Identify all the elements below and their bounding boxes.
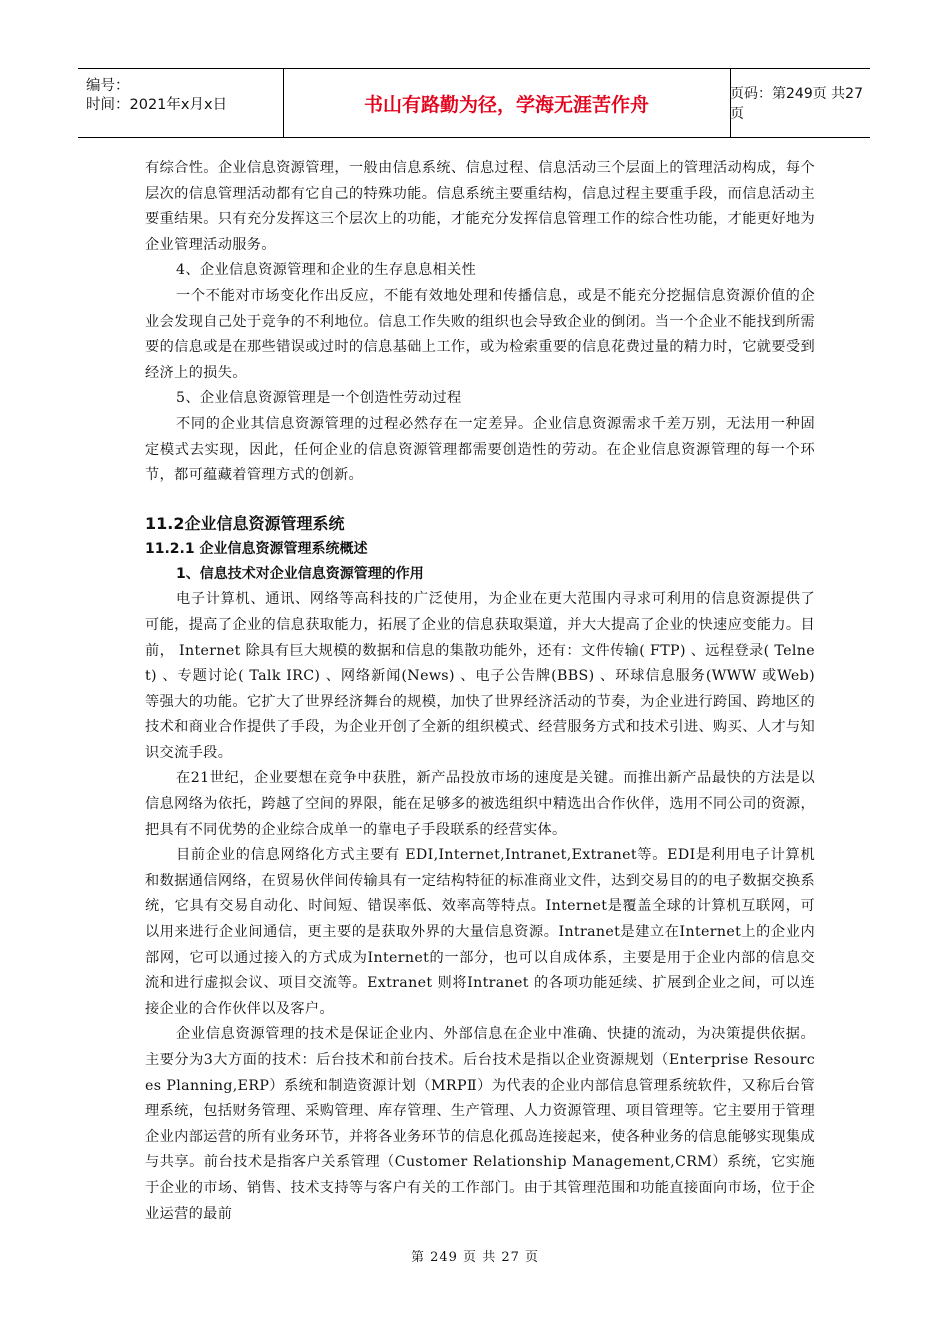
item-title: 1、信息技术对企业信息资源管理的作用	[176, 565, 424, 582]
number-label: 编号：	[86, 78, 130, 94]
item-heading-5: 5、企业信息资源管理是一个创造性劳动过程	[176, 390, 462, 407]
section-title: 11.2企业信息资源管理系统	[145, 513, 345, 533]
paragraph: 一个不能对市场变化作出反应，不能有效地处理和传播信息，或是不能充分挖掘信息资源价值的企业会发现自己处于竞争的不利地位。信息工作失败的组织也会导致企业的倒闭。当一个企业不能找到所需要的信息或是在那些错误或过时的信息基础上工作，或为检索重要的信息花费过量的精力时，它就要受到经济上的损失。	[145, 287, 815, 381]
subsection-title: 11.2.1 企业信息资源管理系统概述	[145, 540, 368, 557]
item-heading-4: 4、企业信息资源管理和企业的生存息息相关性	[176, 262, 477, 279]
paragraph: 目前企业的信息网络化方式主要有 EDI,Internet,Intranet,Extranet等。EDI是利用电子计算机和数据通信网络，在贸易伙伴间传输具有一定结构特征的标准商业文件，达到交易目的的电子数据交换系统，它具有交易自动化、时间短、错误率低、效率高等特点。Internet是覆盖全球的计算机互联网，可以用来进行企业间通信，更主要的是获取外界的大量信息资源。Intranet是建立在Internet上的企业内部网，它可以通过接入的方式成为Internet的一部分，也可以自成体系，主要是用于企业内部的信息交流和进行虚拟会议、项目交流等。Extranet 则将Intranet 的各项功能延续、扩展到企业之间，可以连接企业的合作伙伴以及客户。	[145, 847, 815, 1017]
paragraph-continued: 有综合性。企业信息资源管理，一般由信息系统、信息过程、信息活动三个层面上的管理活动构成，每个层次的信息管理活动都有它自己的特殊功能。信息系统主要重结构，信息过程主要重手段，而信息活动主要重结果。只有充分发挥这三个层次上的功能，才能充分发挥信息管理工作的综合性功能，才能更好地为企业管理活动服务。	[145, 160, 815, 253]
header-meta-cell	[78, 69, 284, 137]
paragraph: 企业信息资源管理的技术是保证企业内、外部信息在企业中准确、快捷的流动，为决策提供依据。主要分为3大方面的技术：后台技术和前台技术。后台技术是指以企业资源规划（Enterprise Resources Planning,ERP）系统和制造资源计划（MRPⅡ）为代表的企业内部信息管理系统软件，又称后台管理系统，包括财务管理、采购管理、库存管理、生产管理、人力资源管理、项目管理等。它主要用于管理企业内部运营的所有业务环节，并将各业务环节的信息化孤岛连接起来，使各种业务的信息能够实现集成与共享。前台技术是指客户关系管理（Customer Relationship Management,CRM）系统，它实施于企业的市场、销售、技术支持等与客户有关的工作部门。由于其管理范围和功能直接面向市场，位于企业运营的最前	[145, 1026, 815, 1222]
header-page-code: 页码：第249页 共27页	[730, 86, 863, 122]
document-body	[145, 156, 815, 1227]
time-label: 时间：2021年x月x日	[86, 97, 228, 113]
paragraph: 电子计算机、通讯、网络等高科技的广泛使用，为企业在更大范围内寻求可利用的信息资源提供了可能，提高了企业的信息获取能力，拓展了企业的信息获取渠道，并大大提高了企业的快速应变能力。目前， Internet 除具有巨大规模的数据和信息的集散功能外，还有：文件传输( FTP) 、远程登录( Telnet) 、专题讨论( Talk IRC) 、网络新闻(News) 、电子公告牌(BBS) 、环球信息服务(WWW 或Web) 等强大的功能。它扩大了世界经济舞台的规模，加快了世界经济活动的节奏，为企业进行跨国、跨地区的技术和商业合作提供了手段，为企业开创了全新的组织模式、经营服务方式和技术引进、购买、人才与知识交流手段。	[145, 591, 815, 761]
page-header	[78, 68, 870, 138]
page-footer: 第 249 页 共 27 页	[410, 1250, 540, 1265]
paragraph: 在21世纪，企业要想在竞争中获胜，新产品投放市场的速度是关键。而推出新产品最快的方法是以信息网络为依托，跨越了空间的界限，能在足够多的被选组织中精选出合作伙伴，选用不同公司的资源，把具有不同优势的企业综合成单一的靠电子手段联系的经营实体。	[145, 770, 815, 838]
header-motto: 书山有路勤为径，学海无涯苦作舟	[283, 69, 731, 137]
paragraph: 不同的企业其信息资源管理的过程必然存在一定差异。企业信息资源需求千差万别，无法用一种固定模式去实现，因此，任何企业的信息资源管理都需要创造性的劳动。在企业信息资源管理的每一个环节，都可蕴藏着管理方式的创新。	[145, 415, 815, 484]
